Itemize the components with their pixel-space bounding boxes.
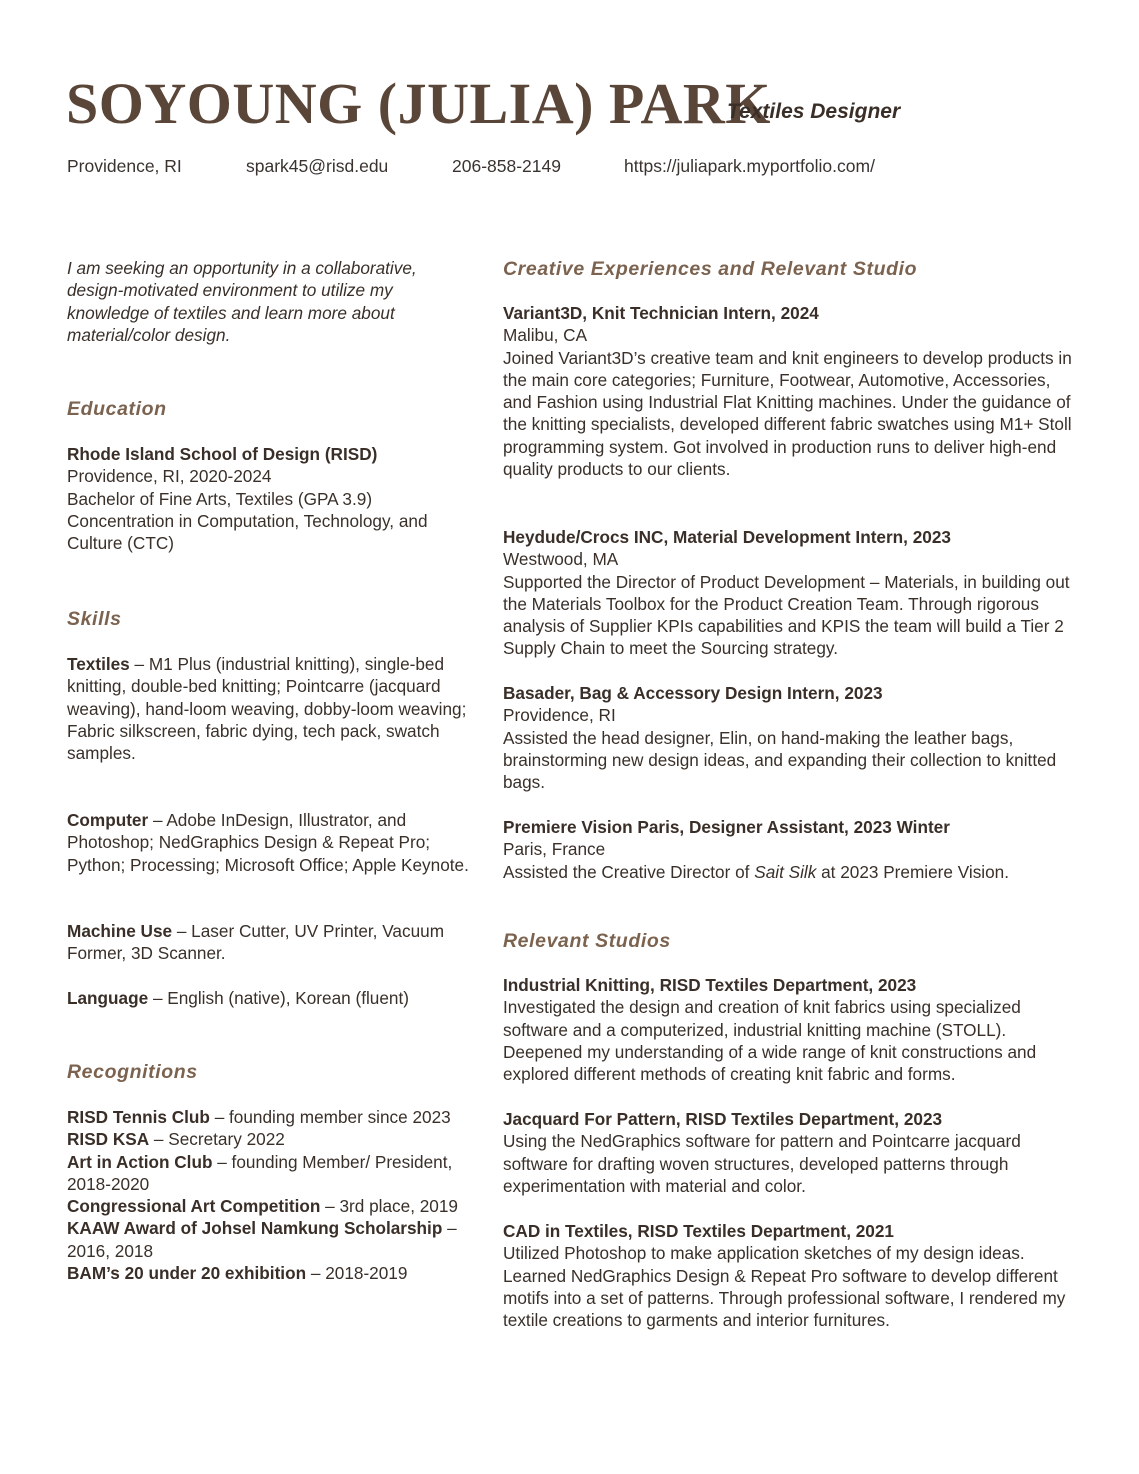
skill-computer [67, 809, 472, 876]
skill-label: Computer [67, 810, 149, 830]
description-text: Assisted the Creative Director of [503, 861, 755, 882]
studio-item-cad [503, 1220, 1078, 1331]
recognition-label: BAM’s 20 under 20 exhibition [67, 1263, 307, 1284]
candidate-role: Textiles Designer [727, 100, 901, 123]
recognition-text: – 2018-2019 [306, 1263, 408, 1284]
skill-text: – Adobe InDesign, Illustrator, and Photoshop; NedGraphics Design & Repeat Pro; Python; Processing; Microsoft Office; Apple Keynote. [67, 810, 469, 875]
experience-item-heydude [503, 526, 1078, 660]
objective-statement: I am seeking an opportunity in a collaborative, design-motivated environment to utilize my knowledge of textiles and learn more about material/color design. [67, 258, 417, 345]
description-company: Sait Silk [754, 861, 817, 882]
recognition-label: Art in Action Club [67, 1151, 213, 1172]
skill-label: Textiles [67, 654, 130, 674]
recognition-item [67, 1262, 472, 1284]
experience-description: Assisted the head designer, Elin, on hand-making the leather bags, brainstorming new design ideas, and expanding their collection to knitted bags. [503, 727, 1057, 793]
recognition-label: RISD KSA [67, 1129, 150, 1150]
education-section [67, 443, 472, 554]
recognition-label: RISD Tennis Club [67, 1107, 210, 1127]
contact-phone[interactable]: 206-858-2149 [452, 156, 561, 176]
studio-description: Utilized Photoshop to make application sketches of my design ideas. Learned NedGraphics Design & Repeat Pro software to develop different motifs into a set of patterns. Through professional software, I rendered my textile creations to garments and interior furnitures. [503, 1243, 1066, 1331]
recognition-text: – Secretary 2022 [149, 1129, 285, 1150]
studios-heading: Relevant Studios [503, 930, 671, 952]
experience-description: Joined Variant3D’s creative team and knit engineers to develop products in the main core categories; Furniture, Footwear, Automotive, Accessories, and Fashion using Industrial Flat Knitting machines. Under the guidance of the knitting specialists, developed different fabric swatches using M1+ Stoll programming system. Got involved in production runs to deliver high-end quality products to our clients. [503, 347, 1072, 480]
studio-description: Using the NedGraphics software for pattern and Pointcarre jacquard software for drafting woven structures, developed patterns through experimentation with material and color. [503, 1131, 1021, 1196]
experience-title: Variant3D, Knit Technician Intern, 2024 [503, 303, 819, 323]
experience-title: Premiere Vision Paris, Designer Assistant, 2023 Winter [503, 817, 950, 837]
education-line: Concentration in Computation, Technology, and Culture (CTC) [67, 510, 428, 554]
education-school: Rhode Island School of Design (RISD) [67, 444, 378, 464]
recognition-item [67, 1217, 472, 1262]
experience-heading: Creative Experiences and Relevant Studio [503, 258, 918, 280]
contact-location: Providence, RI [67, 156, 182, 176]
recognitions-heading: Recognitions [67, 1061, 198, 1083]
recognition-item [67, 1128, 472, 1150]
studio-item-industrial-knitting [503, 974, 1078, 1085]
recognition-text: – 2016, 2018 [67, 1218, 457, 1261]
recognition-item [67, 1151, 472, 1196]
experience-title: Basader, Bag & Accessory Design Intern, 2023 [503, 683, 883, 703]
skill-textiles [67, 653, 472, 764]
skill-text: – M1 Plus (industrial knitting), single-bed knitting, double-bed knitting; Pointcarre (jacquard weaving), hand-loom weaving, dobby-loom weaving; Fabric silkscreen, fabric dying, tech pack, swatch samples. [67, 654, 467, 764]
description-text: at 2023 Premiere Vision. [816, 861, 1009, 882]
experience-location: Malibu, CA [503, 325, 588, 346]
skill-label: Machine Use [67, 921, 173, 941]
education-line: Providence, RI, 2020-2024 [67, 466, 272, 487]
recognition-text: – founding member since 2023 [209, 1107, 451, 1127]
skill-text: – English (native), Korean (fluent) [148, 988, 409, 1008]
skill-language [67, 987, 472, 1009]
recognition-item [67, 1195, 472, 1217]
recognition-text: – founding Member/ President, 2018-2020 [67, 1151, 453, 1194]
skill-text: – Laser Cutter, UV Printer, Vacuum Former, 3D Scanner. [67, 921, 445, 964]
experience-item-basader [503, 682, 1078, 793]
experience-location: Providence, RI [503, 705, 616, 726]
contact-website[interactable]: https://juliapark.myportfolio.com/ [624, 156, 875, 176]
studio-title: Industrial Knitting, RISD Textiles Department, 2023 [503, 975, 917, 995]
studio-item-jacquard [503, 1108, 1078, 1197]
contact-email[interactable]: spark45@risd.edu [246, 156, 389, 176]
skill-label: Language [67, 988, 149, 1008]
experience-location: Westwood, MA [503, 549, 619, 570]
recognition-label: Congressional Art Competition [67, 1196, 321, 1217]
studio-description: Investigated the design and creation of knit fabrics using specialized software and a computerized, industrial knitting machine (STOLL). Deepened my understanding of a wide range of knit constructions and explored different methods of creating knit fabric and forms. [503, 997, 1037, 1085]
experience-item-variant3d [503, 302, 1078, 480]
recognition-label: KAAW Award of Johsel Namkung Scholarship [67, 1218, 443, 1239]
experience-location: Paris, France [503, 839, 606, 860]
studio-title: CAD in Textiles, RISD Textiles Department, 2021 [503, 1221, 894, 1241]
skill-machine-use [67, 920, 472, 965]
experience-title: Heydude/Crocs INC, Material Development Intern, 2023 [503, 527, 951, 547]
skills-heading: Skills [67, 608, 122, 630]
candidate-name: SOYOUNG (JULIA) PARK [66, 71, 771, 136]
education-line: Bachelor of Fine Arts, Textiles (GPA 3.9) [67, 488, 373, 509]
recognition-text: – 3rd place, 2019 [320, 1196, 458, 1217]
experience-description [503, 861, 1078, 883]
studio-title: Jacquard For Pattern, RISD Textiles Department, 2023 [503, 1109, 943, 1129]
experience-description: Supported the Director of Product Development – Materials, in building out the Materials Toolbox for the Product Creation Team. Through rigorous analysis of Supplier KPIs capabilities and KPIS the team will build a Tier 2 Supply Chain to meet the Sourcing strategy. [503, 571, 1070, 659]
recognition-item [67, 1106, 472, 1128]
recognitions-list [67, 1106, 472, 1284]
education-heading: Education [67, 398, 167, 420]
experience-item-premiere-vision [503, 816, 1078, 883]
